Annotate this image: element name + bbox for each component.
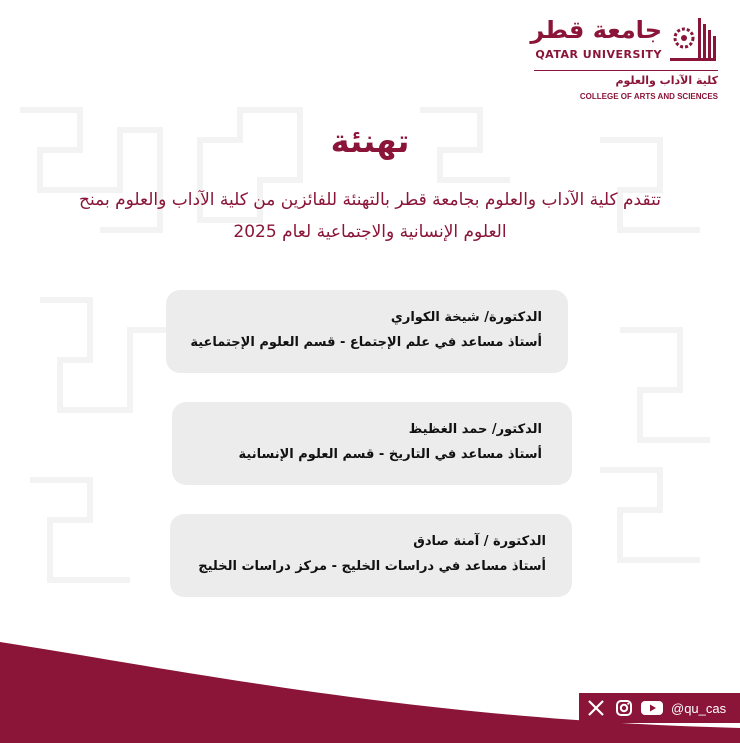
youtube-icon[interactable] [641,697,663,719]
winner-card [172,402,572,485]
university-name-en: QATAR UNIVERSITY [535,48,662,61]
page-title: تهنئة [330,122,410,160]
x-icon[interactable] [585,697,607,719]
instagram-icon[interactable] [613,697,635,719]
university-name-ar: جامعة قطر [530,16,662,44]
winner-role: أستاذ مساعد في دراسات الخليج - مركز دراسات الخليج [198,559,546,574]
winner-name: الدكتورة / آمنة صادق [413,534,546,549]
winner-card [170,514,572,597]
winner-card [166,290,568,373]
college-name-ar: كلية الآداب والعلوم [615,74,718,87]
winner-role: أستاذ مساعد في التاريخ - قسم العلوم الإنسانية [238,447,542,462]
social-handle[interactable]: @qu_cas [671,700,727,716]
winner-name: الدكتورة/ شيخة الكواري [390,310,542,325]
winner-name: الدكتور/ حمد الغظيظ [408,422,542,437]
college-name-en: COLLEGE OF ARTS AND SCIENCES [579,92,718,101]
university-emblem-icon [668,14,718,64]
congratulation-message: تتقدم كلية الآداب والعلوم بجامعة قطر بالتهنئة للفائزين من كلية الآداب والعلوم بمنح العلوم الإنسانية والاجتماعية لعام 2025 [79,190,661,242]
logo-divider [534,70,718,71]
university-logo [508,14,718,101]
social-bar [579,693,740,723]
winner-role: أستاذ مساعد في علم الإجتماع - قسم العلوم الإجتماعية [190,335,542,350]
